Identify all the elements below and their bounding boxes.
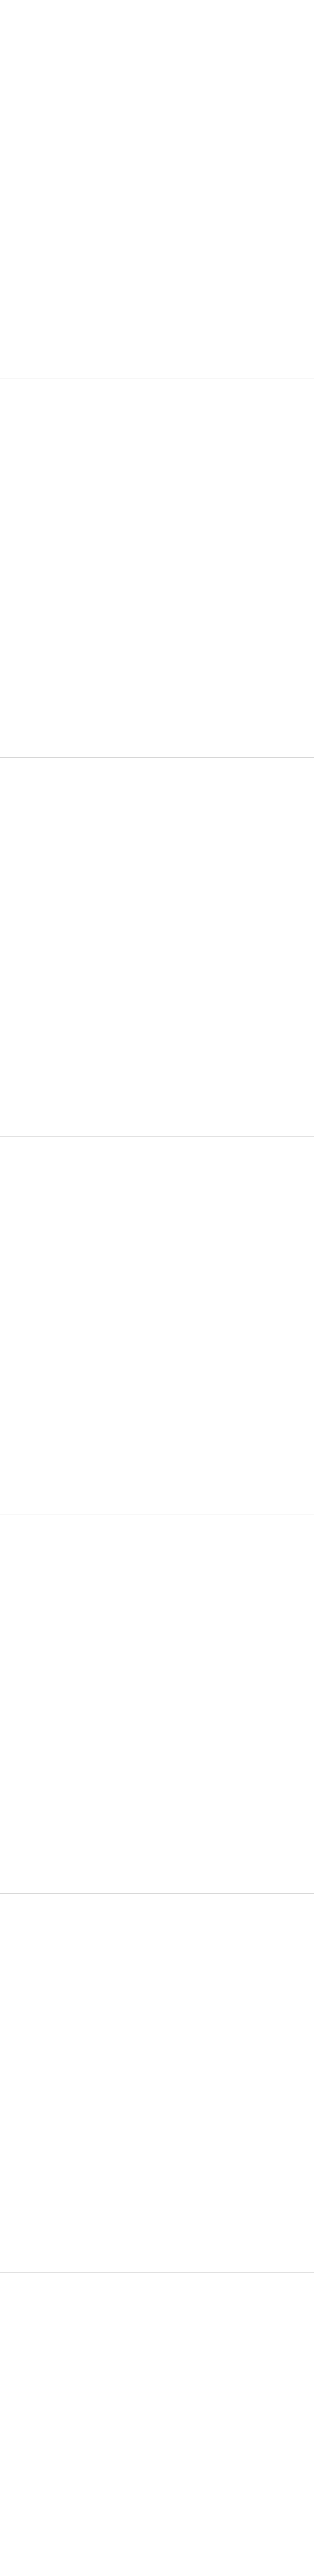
page-content [7, 1528, 307, 1881]
passage-paragraph [7, 800, 307, 805]
page-title [7, 760, 307, 769]
page-content [7, 392, 307, 745]
exam-page [7, 379, 307, 757]
exam-page [7, 1136, 307, 1515]
question-item [7, 82, 307, 88]
question-item [7, 1577, 307, 1583]
passage-paragraph [7, 1916, 307, 1921]
passage-paragraph [7, 2308, 307, 2313]
question-item [7, 1205, 307, 1211]
passage-paragraph [7, 2314, 307, 2320]
passage-paragraph [7, 1936, 307, 1941]
page-title [7, 1518, 307, 1526]
section-heading [7, 1909, 307, 1914]
passage-paragraph [7, 2328, 307, 2333]
passage-paragraph [7, 1158, 307, 1164]
question-item [7, 833, 307, 839]
page-title [7, 382, 307, 390]
section-heading [7, 15, 307, 21]
question-item [7, 2334, 307, 2340]
question-item [7, 76, 307, 81]
passage-paragraph [7, 1172, 307, 1177]
page-content [7, 1149, 307, 1502]
passage-paragraph [7, 1949, 307, 1955]
passage-paragraph [7, 1537, 307, 1543]
question-item [7, 1198, 307, 1204]
passage-paragraph [7, 813, 307, 819]
page-content [7, 771, 307, 1124]
question-item [7, 461, 307, 467]
question-item [7, 1212, 307, 1217]
exam-page [7, 2272, 307, 2576]
passage-paragraph [7, 1165, 307, 1171]
passage-paragraph [7, 793, 307, 799]
passage-paragraph [7, 421, 307, 427]
question-item [7, 1590, 307, 1596]
page-content [7, 13, 307, 366]
section-heading [7, 394, 307, 400]
passage-paragraph [7, 1929, 307, 1935]
passage-paragraph [7, 401, 307, 406]
passage-paragraph [7, 1550, 307, 1556]
passage-paragraph [7, 786, 307, 792]
exam-page [7, 1893, 307, 2272]
question-item [7, 69, 307, 75]
question-item [7, 1969, 307, 1975]
passage-paragraph [7, 1185, 307, 1191]
passage-paragraph [7, 2321, 307, 2327]
exam-page [7, 757, 307, 1136]
passage-paragraph [7, 414, 307, 420]
passage-paragraph [7, 2301, 307, 2307]
question-item [7, 1218, 307, 1224]
page-divider [0, 1136, 314, 1137]
page-title [7, 2275, 307, 2283]
question-item [7, 2354, 307, 2360]
question-item [7, 2341, 307, 2347]
passage-paragraph [7, 1178, 307, 1184]
passage-paragraph [7, 806, 307, 812]
exam-page [7, 1515, 307, 1893]
passage-paragraph [7, 1564, 307, 1569]
section-heading [7, 773, 307, 778]
question-item [7, 1584, 307, 1589]
passage-paragraph [7, 56, 307, 61]
page-divider [0, 757, 314, 758]
exam-page [7, 0, 307, 379]
page-title [7, 1139, 307, 1147]
page-divider [0, 2272, 314, 2273]
passage-paragraph [7, 1570, 307, 1576]
section-heading [7, 1530, 307, 1536]
passage-paragraph [7, 1544, 307, 1549]
question-item [7, 1976, 307, 1981]
question-item [7, 1962, 307, 1968]
passage-paragraph [7, 434, 307, 440]
page-content [7, 2285, 307, 2576]
question-item [7, 62, 307, 68]
question-item [7, 2348, 307, 2353]
passage-paragraph [7, 428, 307, 433]
section-heading [7, 2287, 307, 2293]
passage-paragraph [7, 29, 307, 35]
question-item [7, 448, 307, 453]
passage-paragraph [7, 1942, 307, 1948]
section-heading [7, 1151, 307, 1157]
question-item [7, 454, 307, 460]
question-item [7, 1956, 307, 1961]
passage-paragraph [7, 36, 307, 41]
page-divider [0, 1893, 314, 1894]
passage-paragraph [7, 2294, 307, 2300]
passage-paragraph [7, 1922, 307, 1928]
question-item [7, 820, 307, 825]
page-title [7, 1896, 307, 1905]
passage-paragraph [7, 779, 307, 785]
page-title [7, 3, 307, 11]
question-item [7, 826, 307, 832]
passage-paragraph [7, 1557, 307, 1563]
question-item [7, 840, 307, 845]
question-item [7, 441, 307, 447]
passage-paragraph [7, 408, 307, 413]
passage-paragraph [7, 1192, 307, 1197]
question-item [7, 1597, 307, 1603]
page-content [7, 1907, 307, 2260]
passage-paragraph [7, 22, 307, 28]
passage-paragraph [7, 42, 307, 48]
passage-paragraph [7, 49, 307, 55]
